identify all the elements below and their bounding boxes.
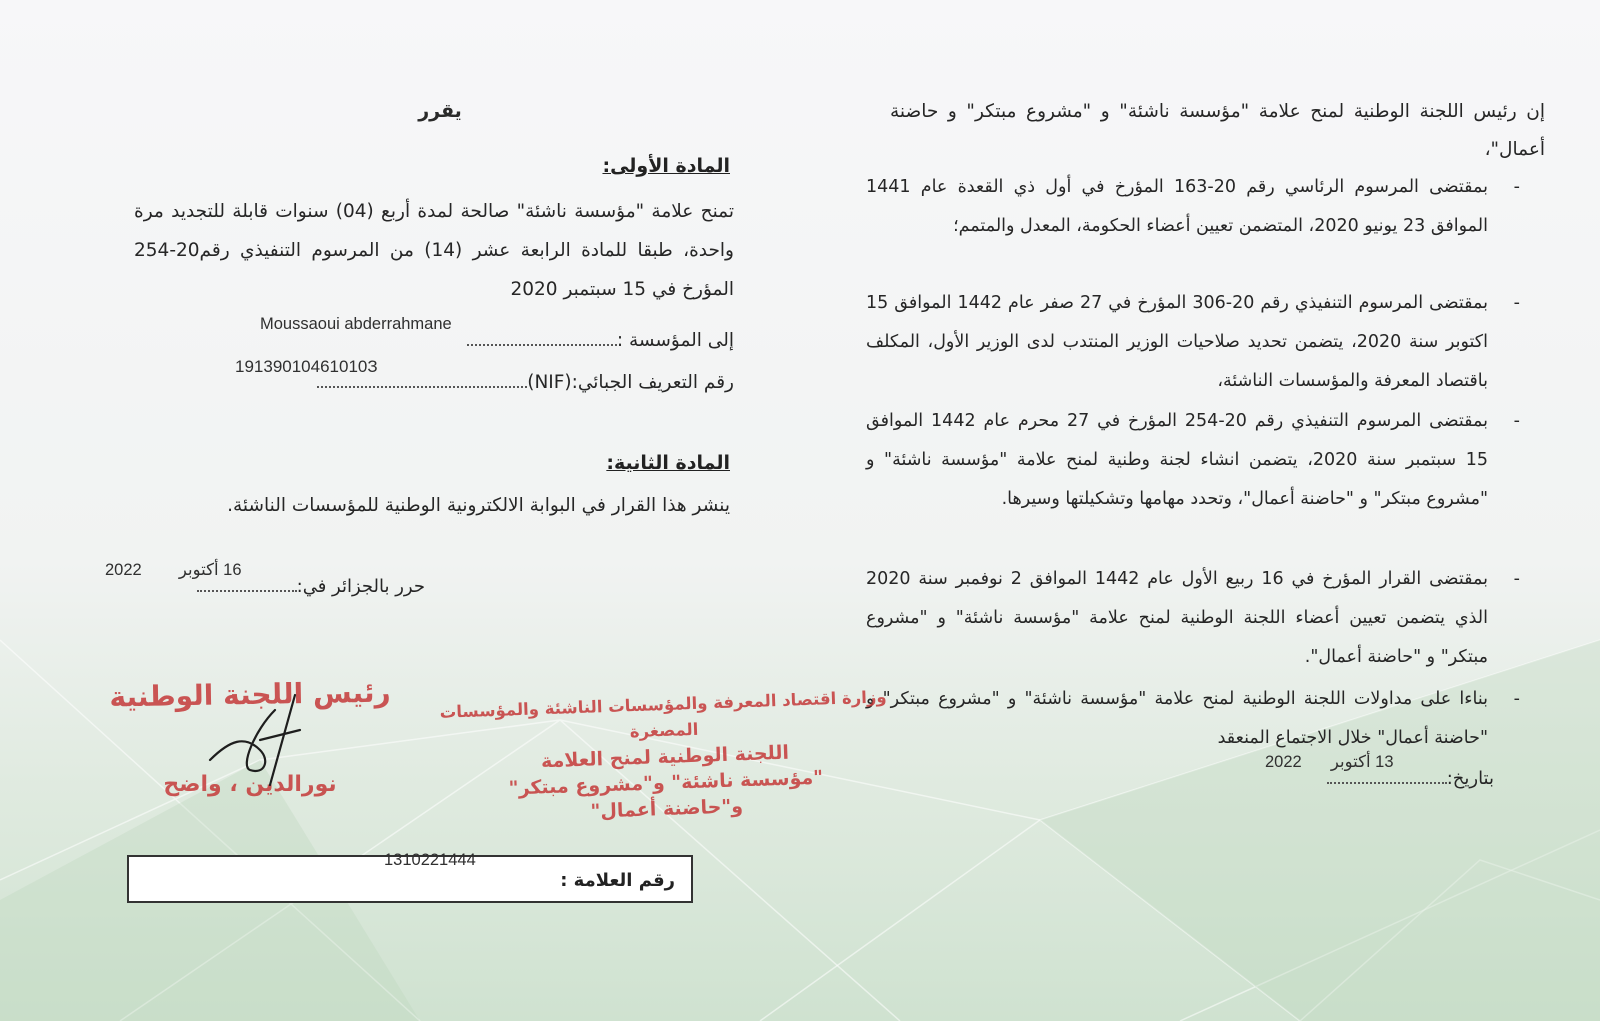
meeting-date <box>1265 752 1394 772</box>
organization-label: إلى المؤسسة : <box>616 330 734 351</box>
signed-label: حرر بالجزائر في: <box>296 576 425 597</box>
consideration-item: - بمقتضى القرار المؤرخ في 16 ربيع الأول عام 1442 الموافق 2 نوفمبر سنة 2020 الذي يتضمن تعيين أعضاء اللجنة الوطنية لمنح علامة "مؤسسة ناشئة" و "مشروع مبتكر" و "حاضنة أعمال". <box>866 560 1488 677</box>
signed-date-day: 16 أكتوبر <box>178 561 242 579</box>
nif-value: 19139010461010З <box>235 357 378 376</box>
consideration-item: - بناءا على مداولات اللجنة الوطنية لمنح علامة "مؤسسة ناشئة" و "مشروع مبتكر" و "حاضنة أعمال" خلال الاجتماع المنعقد <box>866 680 1488 758</box>
consideration-item: - بمقتضى المرسوم الرئاسي رقم 20-163 المؤرخ في أول ذي القعدة عام 1441 الموافق 23 يونيو 2020، المتضمن تعيين أعضاء الحكومة، المعدل والمتمم؛ <box>866 168 1488 246</box>
ministry-stamp-line: "مؤسسة ناشئة" و"مشروع مبتكر" <box>508 766 824 800</box>
label-number-caption: رقم العلامة : <box>560 870 675 891</box>
organization-name: Moussaoui abderrahmane <box>260 315 452 333</box>
nif-row <box>317 368 734 393</box>
label-number-box <box>127 851 693 903</box>
consideration-item: - بمقتضى المرسوم التنفيذي رقم 20-306 المؤرخ في 27 صفر عام 1442 الموافق 15 اكتوبر سنة 2020، يتضمن تحديد صلاحيات الوزير المنتدب لدى الوزير الأول، المكلف باقتصاد المعرفة والمؤسسات الناشئة، <box>866 284 1488 401</box>
label-number-value: 1310221444 <box>384 851 476 869</box>
preamble: إن رئيس اللجنة الوطنية لمنح علامة "مؤسسة ناشئة" و "مشروع مبتكر" و حاضنة أعمال"، <box>890 101 1545 160</box>
article-1-title: المادة الأولى: <box>602 155 730 177</box>
decision-heading: يقرر <box>418 100 462 122</box>
consideration-item: - بمقتضى المرسوم التنفيذي رقم 20-254 المؤرخ في 27 محرم عام 1442 الموافق 15 سبتمبر سنة 2020، يتضمن انشاء لجنة وطنية لمنح علامة "مؤسسة ناشئة" و "مشروع مبتكر" و "حاضنة أعمال"، وتحدد مهامها وتشكيلتها وسيرها. <box>866 402 1488 519</box>
meeting-date-label: بتاريخ: <box>1446 768 1494 789</box>
handwritten-signature <box>200 690 320 790</box>
ministry-stamp-line: اللجنة الوطنية لمنح العلامة <box>540 741 790 773</box>
president-stamp-title: رئيس اللجنة الوطنية <box>109 675 391 714</box>
ministry-stamp-line: وزارة اقتصاد المعرفة والمؤسسات الناشئة والمؤسسات المصغرة <box>439 687 887 742</box>
article-2-title: المادة الثانية: <box>606 452 730 474</box>
article-1-body: تمنح علامة "مؤسسة ناشئة" صالحة لمدة أربع (04) سنوات قابلة للتجديد مرة واحدة، طبقا للمادة الرابعة عشر (14) من المرسوم التنفيذي رقم20-254 المؤرخ في 15 سبتمبر 2020 <box>134 201 735 300</box>
nif-label: رقم التعريف الجبائي:(NIF) <box>527 372 734 393</box>
ministry-stamp <box>438 684 892 830</box>
ministry-stamp-line: و"حاضنة أعمال" <box>590 795 744 823</box>
article-2-body: ينشر هذا القرار في البوابة الالكترونية الوطنية للمؤسسات الناشئة. <box>227 495 730 516</box>
organization-row <box>467 326 734 351</box>
signed-date <box>105 560 242 580</box>
meeting-date-year: 2022 <box>1265 753 1302 771</box>
president-stamp-name: نورالدين ، واضح <box>163 772 337 797</box>
meeting-date-day: 13 أكتوبر <box>1330 753 1394 771</box>
dotted-line <box>467 326 617 346</box>
signed-date-year: 2022 <box>105 561 142 579</box>
